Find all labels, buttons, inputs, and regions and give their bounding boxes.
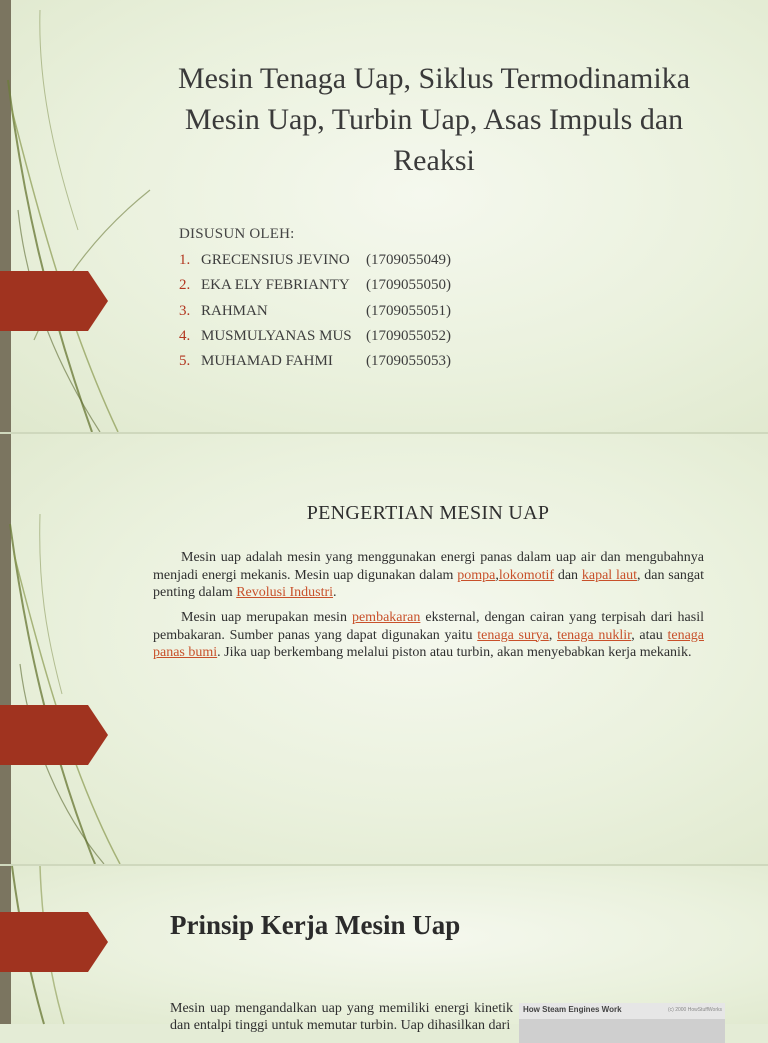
- video-title-bar: [519, 1003, 725, 1019]
- author-id: (1709055053): [366, 353, 451, 370]
- title-line: Mesin Uap, Turbin Uap, Asas Impuls dan: [184, 103, 684, 136]
- link-pembakaran[interactable]: pembakaran: [351, 610, 421, 625]
- slide-working-principle: [0, 866, 768, 1033]
- paragraph: [153, 609, 704, 662]
- author-name: GRECENSIUS JEVINO: [201, 252, 350, 268]
- video-credit: (c) 2000 HowStuffWorks: [667, 1007, 722, 1013]
- list-number: 4.: [179, 327, 191, 344]
- slide-title-heading: [150, 58, 718, 181]
- video-thumbnail[interactable]: [519, 1003, 725, 1043]
- arrow-tab-decoration: [0, 271, 108, 331]
- paragraph-text: ,: [495, 567, 499, 583]
- paragraph-text: . Jika uap berkembang melalui piston atau turbin, akan menyebabkan kerja mekanik.: [217, 645, 692, 660]
- list-item: [179, 352, 451, 377]
- video-title: How Steam Engines Work: [523, 1005, 622, 1014]
- paragraph-text: Mesin uap merupakan mesin: [181, 610, 352, 625]
- author-id: (1709055052): [366, 327, 451, 344]
- paragraph-text: , atau: [631, 627, 668, 643]
- author-list: [179, 251, 451, 377]
- paragraph: Mesin uap mengandalkan uap yang memiliki energi kinetik dan entalpi tinggi untuk memutar turbin. Uap dihasilkan dari: [170, 1001, 513, 1033]
- paragraph-text: .: [333, 585, 337, 600]
- list-item: [179, 251, 451, 276]
- paragraph-text: , dan sangat penting dalam: [153, 567, 705, 600]
- list-item: [179, 327, 451, 352]
- title-line: Reaksi: [393, 144, 475, 177]
- link-tenaga-surya[interactable]: tenaga surya: [477, 627, 549, 643]
- list-number: 5.: [179, 353, 191, 370]
- arrow-tab-decoration: [0, 912, 108, 972]
- list-number: 2.: [179, 277, 191, 294]
- author-name: RAHMAN: [201, 302, 268, 319]
- paragraph-text: dan: [554, 567, 582, 583]
- author-name: EKA ELY FEBRIANTY: [201, 277, 350, 294]
- paragraph-text: eksternal, dengan cairan yang terpisah dari hasil pembakaran. Sumber panas yang dapat digunakan yaitu: [153, 610, 704, 643]
- link-tenaga-nuklir[interactable]: tenaga nuklir: [557, 627, 632, 643]
- slide-definition: [0, 434, 768, 864]
- author-id: (1709055051): [366, 302, 451, 319]
- link-pompa[interactable]: pompa: [457, 567, 496, 583]
- link-revolusi-industri[interactable]: Revolusi Industri: [236, 585, 334, 600]
- paragraph: [153, 549, 704, 602]
- arrow-tab-decoration: [0, 705, 108, 765]
- author-id: (1709055050): [366, 277, 451, 294]
- slide-heading: Prinsip Kerja Mesin Uap: [170, 910, 461, 940]
- paragraph-text: Mesin uap adalah mesin yang menggunakan energi panas dalam uap air dan mengubahnya menjadi energi mekanis. Mesin uap digunakan dalam: [153, 550, 704, 583]
- branch-decoration: [0, 0, 130, 432]
- list-item: [179, 276, 451, 301]
- slide-heading: PENGERTIAN MESIN UAP: [306, 502, 550, 524]
- title-line: Mesin Tenaga Uap, Siklus Termodinamika: [177, 62, 691, 95]
- list-number: 3.: [179, 302, 191, 319]
- author-id: (1709055049): [366, 252, 451, 268]
- link-tenaga-panas-bumi[interactable]: tenaga panas bumi: [153, 627, 704, 660]
- author-name: MUHAMAD FAHMI: [201, 353, 333, 370]
- link-lokomotif[interactable]: lokomotif: [498, 567, 555, 583]
- branch-decoration: [0, 434, 130, 864]
- slide-title: [0, 0, 768, 432]
- paragraph-text: ,: [548, 627, 558, 643]
- byline-label: DISUSUN OLEH:: [179, 226, 295, 242]
- author-name: MUSMULYANAS MUS: [201, 327, 352, 344]
- link-kapal-laut[interactable]: kapal laut: [581, 567, 637, 583]
- list-item: [179, 302, 451, 327]
- list-number: 1.: [179, 252, 191, 268]
